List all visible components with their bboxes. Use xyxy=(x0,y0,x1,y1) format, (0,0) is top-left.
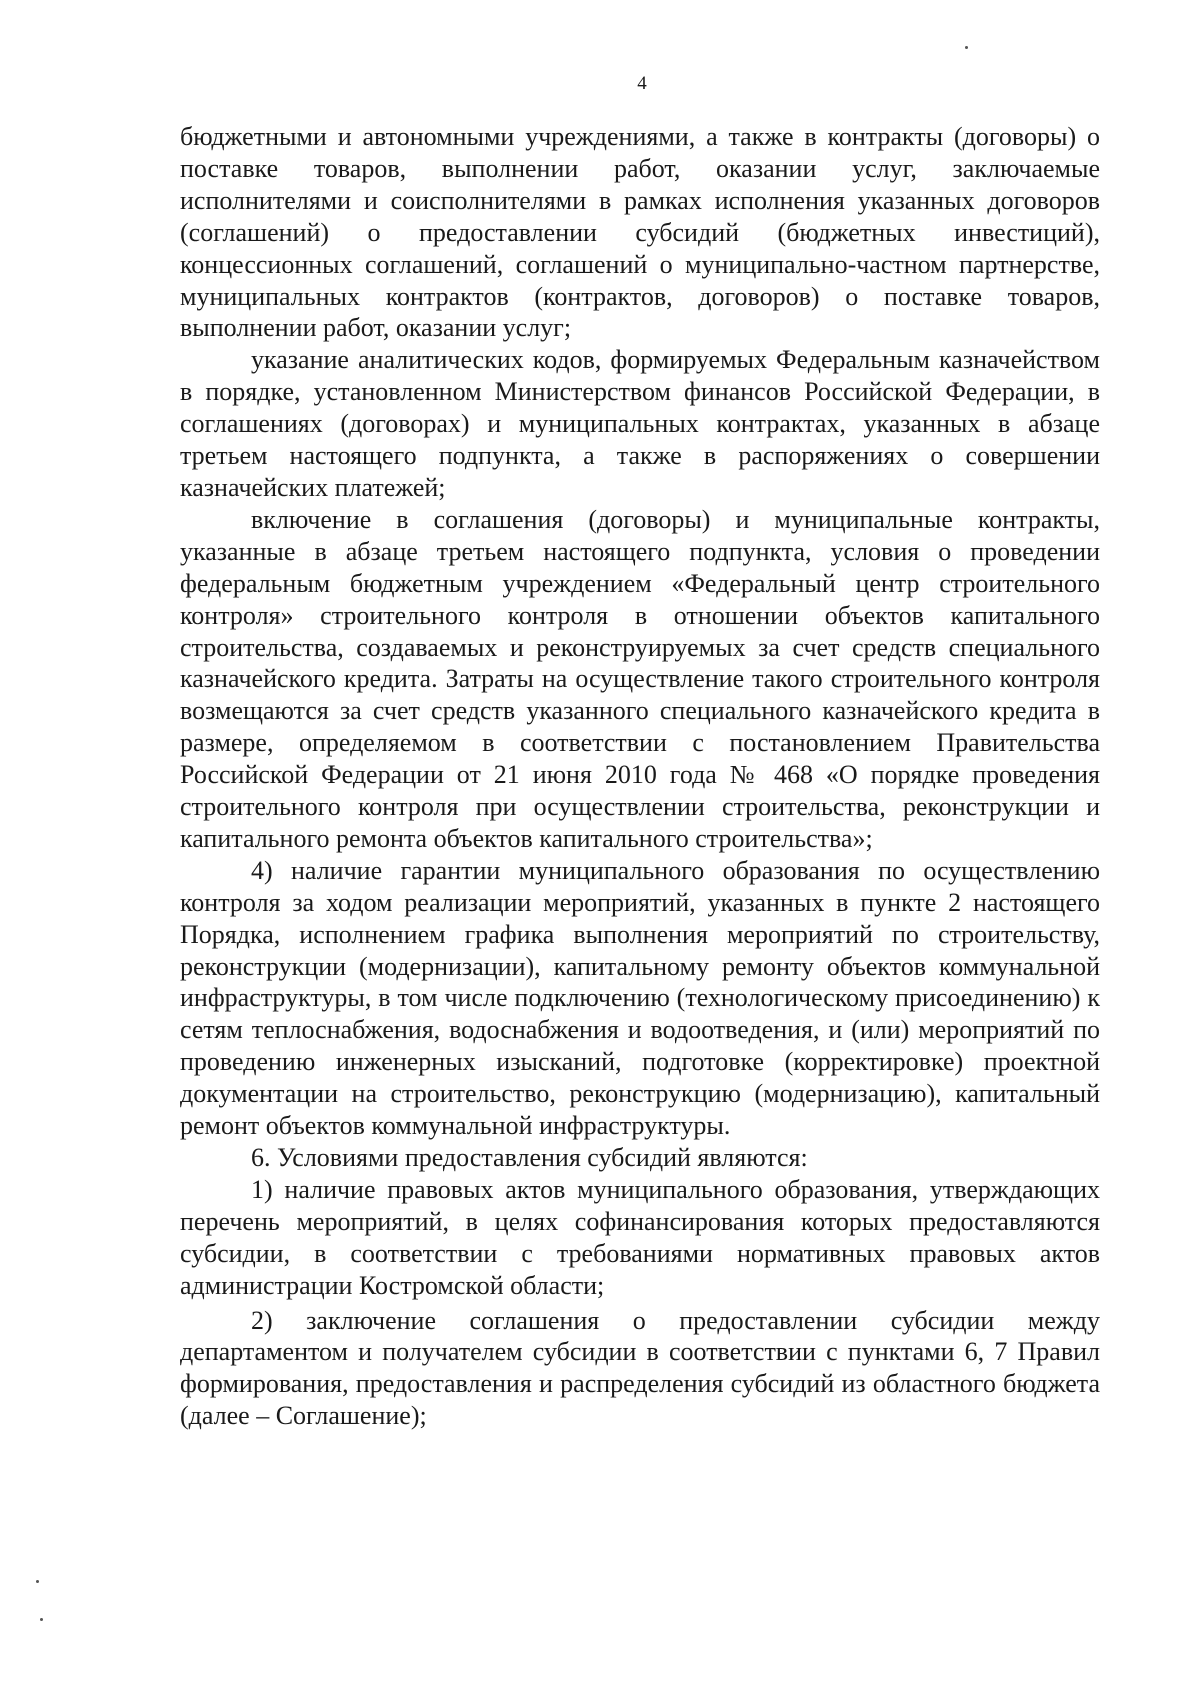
paragraph-condition-2: 2) заключение соглашения о предоставлении субсидии между департаментом и получателем субсидии в соответствии с пунктами 6, 7 Правил формирования, предоставления и распределения субсидий из областного бюджета (далее – Соглашение); xyxy=(180,1305,1100,1431)
scan-speck xyxy=(965,46,968,49)
paragraph-condition-1: 1) наличие правовых актов муниципального образования, утверждающих перечень мероприятий, в целях софинансирования которых предоставляются субсидии, в соответствии с требованиями нормативных правовых актов администрации Костромской области; xyxy=(180,1174,1100,1300)
scan-speck xyxy=(40,1618,43,1621)
paragraph-analytic-codes: указание аналитических кодов, формируемых Федеральным казначейством в порядке, установленном Министерством финансов Российской Федерации, в соглашениях (договорах) и муниципальных контрактах, указанных в абзаце третьем настоящего подпункта, а также в распоряжениях о совершении казначейских платежей; xyxy=(180,345,1100,502)
paragraph-continuation: бюджетными и автономными учреждениями, а также в контракты (договоры) о поставке товаров, выполнении работ, оказании услуг, заключаемые исполнителями и соисполнителями в рамках исполнения указанных договоров (соглашений) о предоставлении субсидий (бюджетных инвестиций), концессионных соглашений, соглашений о муниципально-частном партнерстве, муниципальных контрактов (контрактов, договоров) о поставке товаров, выполнении работ, оказании услуг; xyxy=(180,122,1100,343)
document-body xyxy=(180,121,1100,1432)
page-number: 4 xyxy=(637,73,647,94)
paragraph-construction-control: включение в соглашения (договоры) и муниципальные контракты, указанные в абзаце третьем настоящего подпункта, условия о проведении федеральным бюджетным учреждением «Федеральный центр строительного контроля» строительного контроля в отношении объектов капитального строительства, создаваемых и реконструируемых за счет средств специального казначейского кредита. Затраты на осуществление такого строительного контроля возмещаются за счет средств указанного специального казначейского кредита в размере, определяемом в соответствии с постановлением Правительства Российской Федерации от 21 июня 2010 года № 468 «О порядке проведения строительного контроля при осуществлении строительства, реконструкции и капитального ремонта объектов капитального строительства»; xyxy=(180,504,1100,853)
paragraph-item-4: 4) наличие гарантии муниципального образования по осуществлению контроля за ходом реализации мероприятий, указанных в пункте 2 настоящего Порядка, исполнением графика выполнения мероприятий по строительству, реконструкции (модернизации), капитальному ремонту объектов коммунальной инфраструктуры, в том числе подключению (технологическому присоединению) к сетям теплоснабжения, водоснабжения и водоотведения, и (или) мероприятий по проведению инженерных изысканий, подготовке (корректировке) проектной документации на строительство, реконструкцию (модернизацию), капитальный ремонт объектов коммунальной инфраструктуры. xyxy=(180,855,1100,1141)
paragraph-section-6-heading: 6. Условиями предоставления субсидий являются: xyxy=(251,1143,808,1172)
scan-speck xyxy=(36,1580,39,1583)
